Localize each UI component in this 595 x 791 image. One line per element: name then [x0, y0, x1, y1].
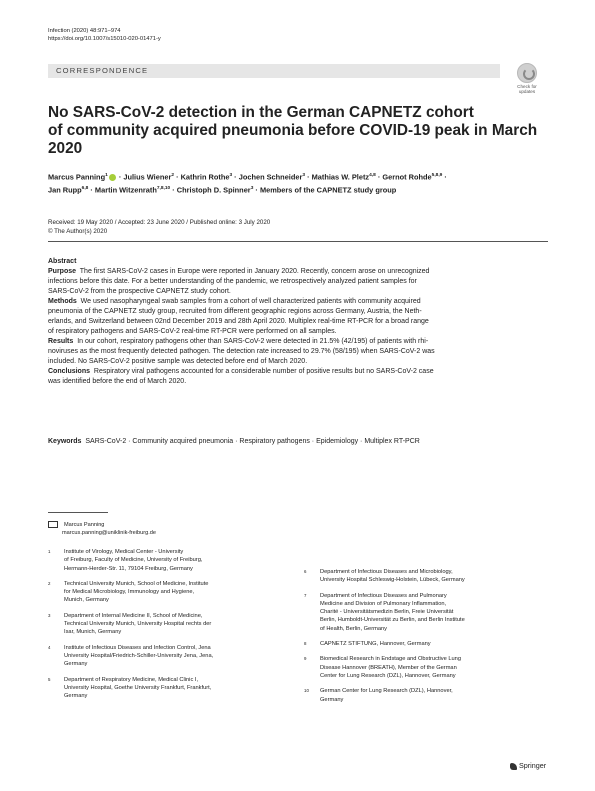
author-name[interactable]: Gernot Rohde	[382, 172, 432, 182]
affiliation-line: of Health, Berlin, Germany	[320, 625, 388, 632]
affiliation-line: Isar, Munich, Germany	[64, 629, 122, 636]
affiliation-line: Hermann-Herder-Str. 11, 79104 Freiburg, Germany	[64, 565, 193, 572]
author-affiliation-ref: 6,8	[81, 185, 89, 191]
keywords-text: SARS-CoV-2 · Community acquired pneumonia · Respiratory pathogens · Epidemiology · Multiplex RT-PCR	[85, 438, 420, 445]
author-affiliation-ref: 5,8,9	[431, 173, 443, 178]
affiliation-line: Institute of Virology, Medical Center - University	[64, 549, 184, 555]
publisher-logo	[510, 761, 546, 770]
authors-line-2: Jan Rupp$^{6,8}$ · Martin Witzenrath$^{7,8,10}$ · Christoph D. Spinner$^3$ · Members of the CAPNETZ study group	[48, 185, 397, 195]
affiliation	[48, 676, 298, 701]
affiliation-line: Germany	[320, 696, 344, 703]
affiliation	[304, 687, 554, 704]
affiliation	[48, 612, 298, 637]
author-affiliation-ref: 7,8,10	[156, 185, 171, 191]
check-for-updates-badge[interactable]	[513, 63, 541, 97]
doi-link[interactable]: https://doi.org/10.1007/s15010-020-01471-y	[48, 36, 161, 42]
article-title	[48, 104, 538, 158]
author-name[interactable]: Martin Witzenrath	[94, 185, 157, 195]
author-affiliation-ref: 1	[105, 173, 108, 178]
affiliation	[304, 640, 554, 648]
affiliation-number: 2	[48, 580, 51, 586]
methods-line: of respiratory pathogens and SARS-CoV-2 real-time RT-PCR were performed on all samples.	[48, 328, 337, 335]
abstract-methods	[48, 297, 548, 337]
abstract-heading: Abstract	[48, 258, 77, 265]
abstract-purpose	[48, 267, 548, 297]
author-affiliation-ref: 3	[302, 173, 306, 178]
author-affiliation-ref: 3	[229, 173, 233, 178]
author-list	[48, 170, 548, 196]
methods-line: pneumonia of the CAPNETZ study group, recruited from different geographic regions across Germany, Austria, the Neth-	[48, 308, 422, 315]
corresponding-author-name: Marcus Panning	[64, 522, 105, 528]
affiliation-line: Germany	[64, 693, 88, 700]
author-affiliation-ref: 3	[250, 185, 254, 191]
author-name[interactable]: Mathias W. Pletz	[311, 172, 370, 182]
author-name[interactable]: Jan Rupp	[48, 185, 82, 195]
affiliation-line: CAPNETZ STIFTUNG, Hannover, Germany	[320, 641, 431, 648]
affiliation-line: Germany	[64, 661, 88, 668]
affiliation-line: Center for Lung Research (DZL), Hannover, Germany	[320, 672, 456, 679]
author-group[interactable]: Members of the CAPNETZ study group	[259, 185, 397, 195]
results-line: noviruses as the most frequently detected pathogen. The detection rate increased to 29.7% (58/195) when SARS-CoV-2 was	[48, 348, 435, 355]
author-name[interactable]: Kathrin Rothe	[180, 172, 230, 182]
author-name[interactable]: Christoph D. Spinner	[176, 185, 251, 195]
publisher-name: Springer	[519, 761, 547, 770]
affiliation-line: Technical University Munich, School of Medicine, Institute	[64, 580, 209, 587]
conclusions-line: was identified before the end of March 2020.	[48, 378, 187, 385]
title-line-3: 2020	[48, 140, 83, 157]
purpose-line: SARS-CoV-2 from the prospective CAPNETZ study cohort.	[48, 288, 231, 295]
affiliation-number: 9	[304, 656, 307, 662]
affiliation-line: German Center for Lung Research (DZL), Hannover,	[320, 688, 453, 695]
affiliation-line: for Medical Microbiology, Immunology and Hygiene,	[64, 589, 195, 596]
affiliation	[48, 644, 298, 669]
affiliation-line: Department of Respiratory Medicine, Medical Clinic I,	[64, 676, 199, 683]
abstract-results	[48, 337, 548, 367]
affiliation-line: Department of Internal Medicine II, School of Medicine,	[64, 612, 203, 619]
affiliation	[48, 580, 298, 605]
authors-line-1: Marcus Panning$^1$ · Julius Wiener$^2$ · Kathrin Rothe$^3$ · Jochen Schneider$^3$ · Mathias W. Pletz$^{4,8}$ · Gernot Rohde$^{5,8,9}$ ·	[48, 172, 447, 182]
affiliation	[304, 568, 554, 585]
affiliation-line: Charité - Universitätsmedizin Berlin, Freie Universität	[320, 609, 454, 616]
keywords	[48, 437, 548, 447]
copyright-notice: © The Author(s) 2020	[48, 228, 108, 235]
affiliation-line: University Hospital Schleswig-Holstein, Lübeck, Germany	[320, 577, 465, 584]
affiliation-line: Institute of Infectious Diseases and Infection Control, Jena	[64, 644, 211, 651]
affiliation-line: Technical University Munich, University Hospital rechts der	[64, 621, 212, 628]
received-accepted-published: Received: 19 May 2020 / Accepted: 23 June 2020 / Published online: 3 July 2020	[48, 219, 271, 226]
affiliation-line: Department of Infectious Diseases and Microbiology,	[320, 569, 453, 575]
divider	[48, 241, 548, 242]
journal-header	[48, 27, 161, 43]
affiliation-line: Munich, Germany	[64, 597, 109, 604]
journal-citation: Infection (2020) 48:971–974	[48, 28, 121, 34]
abstract-section	[48, 257, 548, 387]
abstract-conclusions	[48, 367, 548, 387]
article-type-banner	[48, 64, 500, 78]
methods-label: Methods	[48, 298, 77, 305]
badge-line1: Check for	[517, 84, 537, 89]
publication-dates	[48, 218, 270, 236]
results-line: In our cohort, respiratory pathogens other than SARS-CoV-2 were detected in 21.5% (42/195) of patients with rhi-	[77, 338, 429, 345]
affiliation-number: 8	[304, 641, 307, 647]
author-name[interactable]: Jochen Schneider	[238, 172, 303, 182]
envelope-icon	[48, 521, 58, 528]
purpose-line: infections before this date. For a better understanding of the pandemic, we retrospectively analyzed patient samples for	[48, 278, 417, 285]
conclusions-line: Respiratory viral pathogens accounted for a considerable number of positive results but no SARS-CoV-2 case	[93, 368, 434, 375]
affiliation-number: 10	[304, 688, 309, 694]
affiliation-number: 6	[304, 569, 307, 574]
methods-line: We used nasopharyngeal swab samples from a cohort of well characterized patients with community acquired	[80, 298, 421, 305]
affiliation-number: 5	[48, 676, 51, 682]
affiliation-line: Medicine and Division of Pulmonary Inflammation,	[320, 600, 447, 607]
affiliations-left	[48, 548, 298, 707]
article-type-label: CORRESPONDENCE	[56, 66, 149, 75]
title-line-1: No SARS-CoV-2 detection in the German CAPNETZ cohort	[48, 104, 474, 121]
results-line: included. No SARS-CoV-2 positive sample was detected before end of March 2020.	[48, 358, 308, 365]
affiliation-line: University Hospital/Friedrich-Schiller-University Jena, Jena,	[64, 652, 214, 659]
springer-horse-icon	[510, 763, 517, 770]
author-name[interactable]: Julius Wiener	[123, 172, 172, 182]
badge-line2: updates	[518, 89, 536, 95]
results-label: Results	[48, 338, 74, 345]
update-icon	[517, 63, 537, 83]
affiliation-number: 7	[304, 592, 307, 598]
affiliation	[304, 592, 554, 633]
affiliation-line: Disease Hannover (BREATH), Member of the German	[320, 664, 457, 671]
affiliation	[48, 548, 298, 573]
orcid-icon[interactable]	[109, 174, 116, 181]
affiliation-line: of Freiburg, Faculty of Medicine, University of Freiburg,	[64, 557, 203, 564]
footnote-divider	[48, 512, 108, 513]
author-affiliation-ref: 2	[171, 173, 175, 178]
affiliation-line: Department of Infectious Diseases and Pulmonary	[320, 592, 447, 599]
affiliation-number: 1	[48, 549, 51, 554]
affiliation-number: 4	[48, 644, 51, 650]
keywords-label: Keywords	[48, 438, 82, 445]
purpose-label: Purpose	[48, 268, 77, 275]
affiliation-line: University Hospital, Goethe University Frankfurt, Frankfurt,	[64, 684, 212, 691]
correspondence-info	[48, 521, 258, 537]
methods-line: erlands, and Switzerland between 02nd December 2019 and 28th April 2020. Multiplex real-time RT-PCR for a broad range	[48, 318, 429, 325]
affiliation	[304, 655, 554, 680]
purpose-line: The first SARS-CoV-2 cases in Europe were reported in January 2020. Recently, concern arose on unrecognized	[79, 268, 430, 275]
affiliation-line: Biomedical Research in Endstage and Obstructive Lung	[320, 656, 462, 663]
affiliations-right	[304, 568, 554, 711]
affiliation-number: 3	[48, 612, 51, 618]
conclusions-label: Conclusions	[48, 368, 91, 375]
title-line-2: of community acquired pneumonia before COVID-19 peak in March	[48, 122, 538, 139]
author-affiliation-ref: 4,8	[369, 173, 376, 178]
affiliation-line: Berlin, Humboldt-Universität zu Berlin, and Berlin Institute	[320, 617, 465, 624]
corresponding-email[interactable]: marcus.panning@uniklinik-freiburg.de	[62, 530, 156, 536]
author-name[interactable]: Marcus Panning	[48, 172, 106, 182]
